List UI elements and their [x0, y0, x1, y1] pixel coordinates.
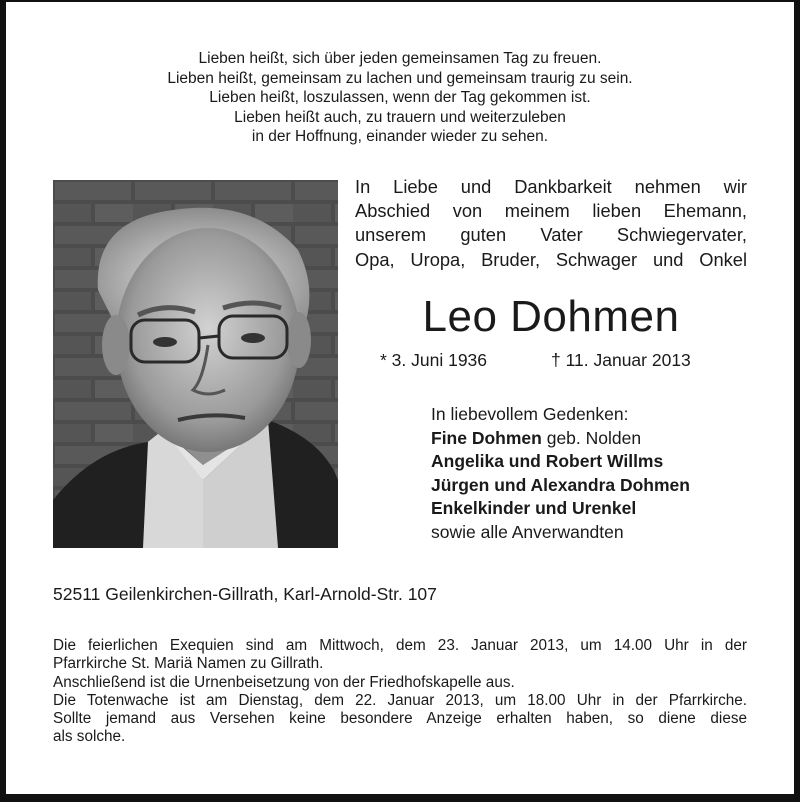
intro-line: In Liebe und Dankbarkeit nehmen wir [355, 176, 747, 197]
mourners-list [431, 403, 690, 545]
poem [100, 49, 700, 147]
service-notice [53, 637, 747, 747]
mourner-name: Fine Dohmen [431, 427, 542, 448]
poem-line: Lieben heißt, gemeinsam zu lachen und gemeinsam traurig zu sein. [167, 69, 633, 87]
notice-line: als solche. [53, 728, 126, 746]
poem-line: Lieben heißt auch, zu trauern und weiterzuleben [234, 108, 566, 126]
deceased-name: Leo Dohmen [422, 292, 680, 341]
mourner-line: sowie alle Anverwandten [431, 521, 624, 542]
mourner-maiden-name: geb. Nolden [541, 427, 642, 448]
notice-line: Die feierlichen Exequien sind am Mittwoch, dem 23. Januar 2013, um 14.00 Uhr in der [53, 637, 747, 654]
intro-line: Opa, Uropa, Bruder, Schwager und Onkel [355, 248, 747, 270]
mourner-line: Angelika und Robert Willms [431, 451, 664, 472]
notice-line: Die Totenwache ist am Dienstag, dem 22. Januar 2013, um 18.00 Uhr in der Pfarrkirche. [53, 691, 747, 709]
poem-line: Lieben heißt, sich über jeden gemeinsamen Tag zu freuen. [198, 50, 602, 67]
mourner-line: Enkelkinder und Urenkel [431, 498, 637, 519]
notice-line: Pfarrkirche St. Mariä Namen zu Gillrath. [53, 655, 324, 673]
notice-line: Sollte jemand aus Versehen keine besondere Anzeige erhalten haben, so diene diese [53, 710, 747, 728]
birth-date: * 3. Juni 1936 [380, 350, 488, 370]
mourner-line: Jürgen und Alexandra Dohmen [431, 474, 690, 495]
mourner-line [431, 427, 690, 451]
poem-line: Lieben heißt, loszulassen, wenn der Tag gekommen ist. [209, 89, 591, 107]
family-address: 52511 Geilenkirchen-Gillrath, Karl-Arnold-Str. 107 [53, 584, 437, 604]
intro-text [355, 175, 747, 272]
notice-line: Anschließend ist die Urnenbeisetzung von der Friedhofskapelle aus. [53, 673, 515, 691]
intro-line: unserem guten Vater Schwiegervater, [355, 224, 747, 246]
portrait-photo [53, 180, 338, 548]
poem-line: in der Hoffnung, einander wieder zu sehen. [251, 128, 549, 146]
mourners-heading: In liebevollem Gedenken: [431, 404, 629, 424]
death-date: † 11. Januar 2013 [551, 350, 691, 370]
intro-line: Abschied von meinem lieben Ehemann, [355, 200, 747, 222]
portrait-image [53, 180, 338, 548]
